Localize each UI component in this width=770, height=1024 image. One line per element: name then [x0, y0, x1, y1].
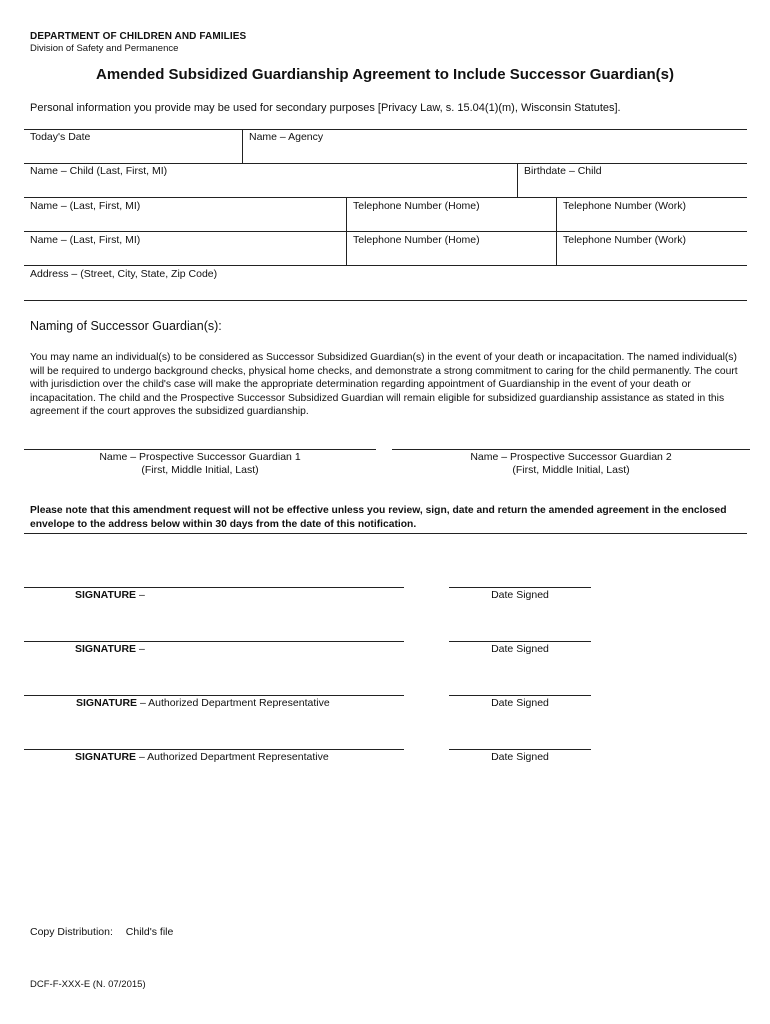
signature-label-3: SIGNATURE – Authorized Department Representative — [76, 697, 330, 709]
agency-name-field[interactable]: Name – Agency — [249, 131, 324, 143]
department-name: DEPARTMENT OF CHILDREN AND FAMILIES — [30, 31, 247, 42]
successor-section-heading: Naming of Successor Guardian(s): — [30, 319, 222, 333]
signature-label-4: SIGNATURE – Authorized Department Representative — [75, 751, 329, 763]
amendment-notice: Please note that this amendment request will not be effective unless you review, sign, date and return the amended agreement in the enclosed envelope to the address below within 30 days from the date of this notification. — [30, 505, 727, 530]
date-line-3[interactable] — [449, 695, 591, 696]
signature-line-4[interactable] — [24, 749, 404, 750]
date-line-1[interactable] — [449, 587, 591, 588]
guardian-name-field-2[interactable]: Name – (Last, First, MI) — [30, 234, 141, 246]
signature-line-3[interactable] — [24, 695, 404, 696]
child-birthdate-field[interactable]: Birthdate – Child — [524, 165, 602, 177]
address-field[interactable]: Address – (Street, City, State, Zip Code) — [30, 268, 218, 280]
form-title: Amended Subsidized Guardianship Agreement to Include Successor Guardian(s) — [96, 66, 674, 83]
date-signed-label-1: Date Signed — [491, 589, 549, 601]
guardian2-name-line[interactable] — [392, 449, 750, 450]
copy-distribution-value: Child's file — [125, 926, 174, 938]
signature-label-2: SIGNATURE – — [75, 643, 145, 655]
date-signed-label-3: Date Signed — [491, 697, 549, 709]
date-signed-label-4: Date Signed — [491, 751, 549, 763]
signature-line-2[interactable] — [24, 641, 404, 642]
form-number: DCF-F-XXX-E (N. 07/2015) — [30, 979, 146, 990]
privacy-notice: Personal information you provide may be used for secondary purposes [Privacy Law, s. 15.04(1)(m), Wisconsin Statutes]. — [30, 102, 621, 114]
guardian-name-field-1[interactable]: Name – (Last, First, MI) — [30, 200, 141, 212]
guardian1-name-line[interactable] — [24, 449, 376, 450]
copy-distribution — [30, 926, 183, 938]
date-line-4[interactable] — [449, 749, 591, 750]
child-name-field[interactable]: Name – Child (Last, First, MI) — [30, 165, 168, 177]
todays-date-field[interactable]: Today's Date — [30, 131, 91, 143]
copy-distribution-label: Copy Distribution: — [30, 926, 113, 938]
division-name: Division of Safety and Permanence — [30, 43, 179, 54]
guardian2-name-label: Name – Prospective Successor Guardian 2 (First, Middle Initial, Last) — [470, 451, 672, 476]
notice-divider — [24, 533, 747, 534]
successor-paragraph: You may name an individual(s) to be considered as Successor Subsidized Guardian(s) in the event of your death or incapacitation. The named individual(s) will be required to undergo background checks, physical home checks, and demonstrate a strong commitment to caring for the child permanently. The court with jurisdiction over the child's case will make the appropriate determination regarding appointment of Guardianship in the event of your death or incapacitation. The child and the Prospective Successor Subsidized Guardian will remain eligible for subsidized guardianship assistance as stated in this agreement if the court approves the subsidized guardianship. — [30, 352, 738, 417]
guardian1-name-label: Name – Prospective Successor Guardian 1 (First, Middle Initial, Last) — [99, 451, 301, 476]
work-phone-field-2[interactable]: Telephone Number (Work) — [563, 234, 686, 246]
signature-line-1[interactable] — [24, 587, 404, 588]
home-phone-field-2[interactable]: Telephone Number (Home) — [353, 234, 480, 246]
work-phone-field-1[interactable]: Telephone Number (Work) — [563, 200, 686, 212]
date-line-2[interactable] — [449, 641, 591, 642]
date-signed-label-2: Date Signed — [491, 643, 549, 655]
signature-label-1: SIGNATURE – — [75, 589, 145, 601]
home-phone-field-1[interactable]: Telephone Number (Home) — [353, 200, 480, 212]
